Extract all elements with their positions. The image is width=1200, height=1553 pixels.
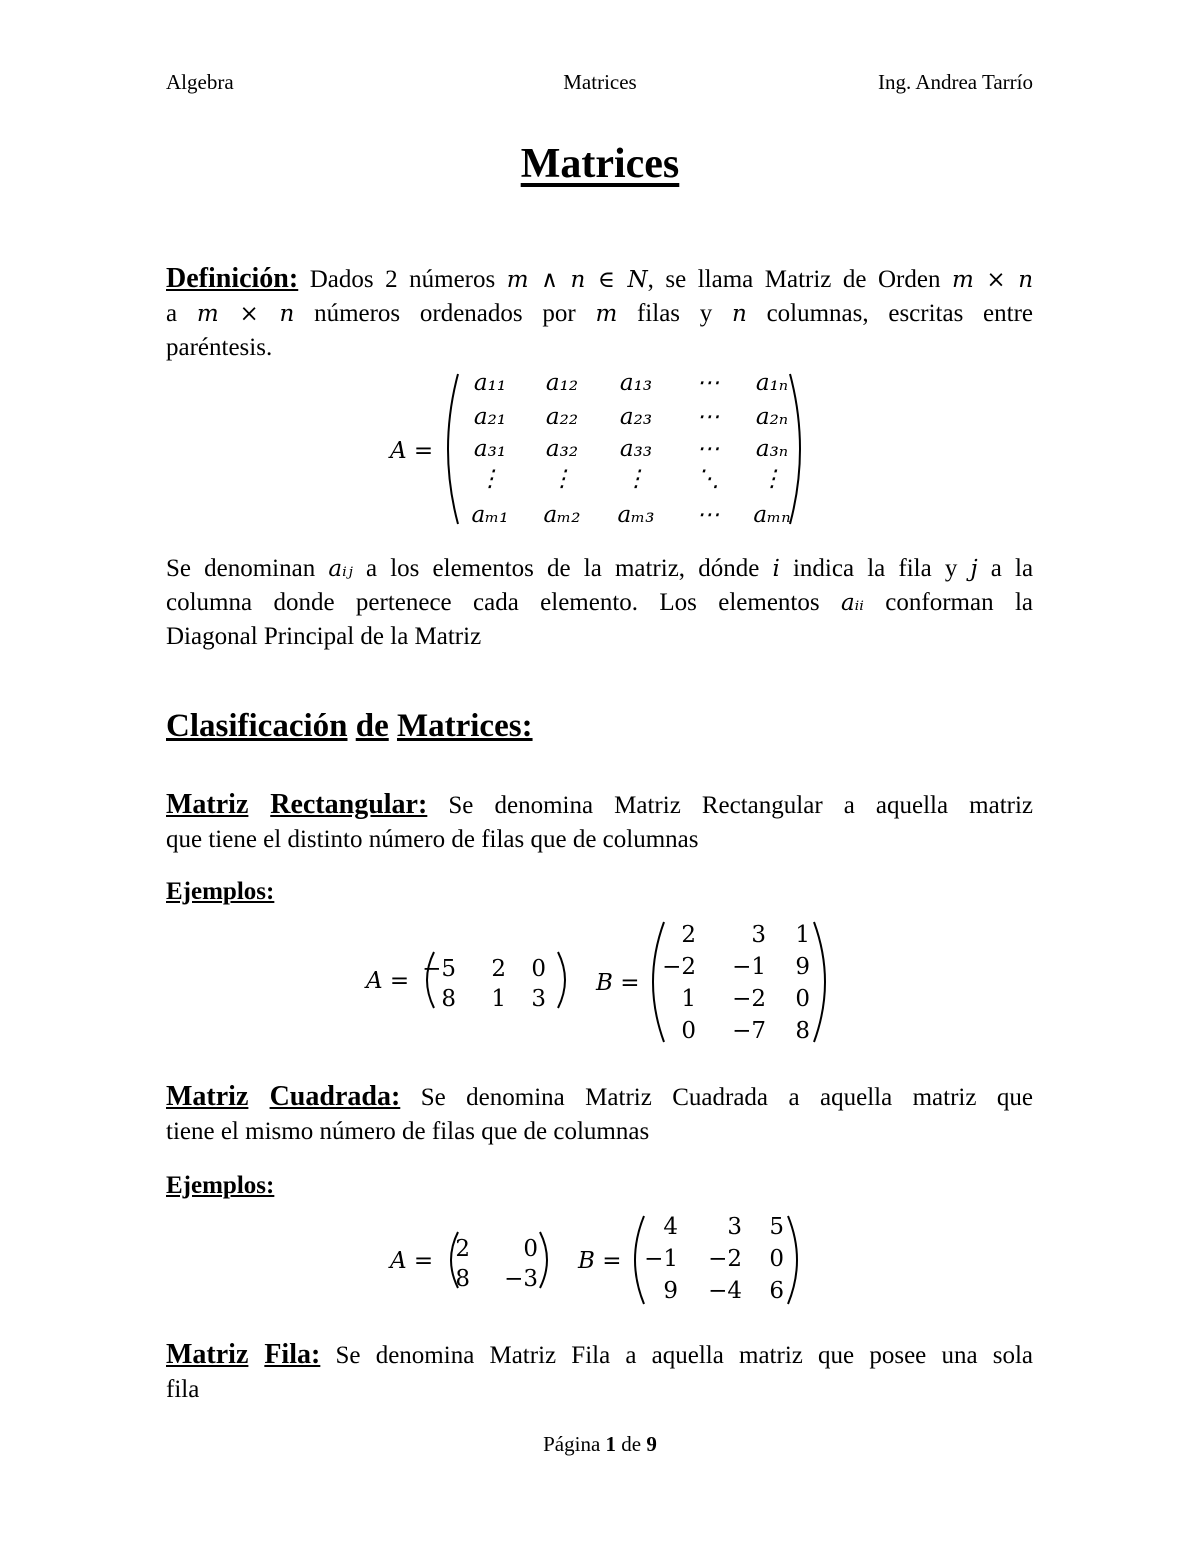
rect-a-lhs: A = (366, 968, 410, 994)
matrix-cell: 8 (795, 1018, 810, 1044)
matrix-cell: a₃ₙ (755, 436, 789, 462)
elements-text: a la (990, 555, 1034, 582)
heading-word: Clasificación (166, 708, 348, 744)
definition-text: paréntesis. (166, 334, 273, 361)
matrix-cell: −1 (732, 954, 766, 980)
rectangular-text: Se denomina Matriz Rectangular a aquella matriz (448, 792, 1034, 819)
right-paren (814, 922, 825, 1042)
page-title: Matrices (520, 141, 680, 187)
definition-text: números ordenados por (314, 300, 576, 327)
matrix-cell: aₘ₂ (543, 502, 581, 528)
matrix-cell: a₂₂ (545, 404, 579, 430)
rectangular-text: que tiene el distinto número de filas que de columnas (166, 826, 699, 853)
elements-text: Se denominan (166, 555, 316, 582)
left-paren (635, 1216, 644, 1304)
math-inline: m ∧ n ∈ N (506, 267, 648, 293)
matrix-cell: 8 (441, 986, 456, 1012)
math-inline: m × n (951, 267, 1034, 293)
square-matrix-a (390, 1228, 560, 1297)
matrix-cell: −7 (732, 1018, 766, 1044)
matrix-cell: 0 (769, 1246, 784, 1272)
matrix-cell: a₁₃ (619, 370, 653, 396)
footer-text: de (621, 1432, 642, 1456)
matrix-cell: −2 (732, 986, 766, 1012)
definition-text: , se llama Matriz de Orden (647, 266, 941, 293)
row-matrix-paragraph (166, 1338, 1033, 1407)
rect-matrix-a-svg (366, 948, 576, 1012)
heading-word: de (355, 708, 389, 744)
matrix-cell: −4 (708, 1278, 742, 1304)
label-word: Fila: (264, 1339, 321, 1370)
definition-label: Definición: (166, 263, 299, 294)
row-matrix-text: fila (166, 1376, 200, 1403)
matrix-cell: a₃₂ (545, 436, 579, 462)
matrix-cell: ⋯ (696, 404, 720, 430)
math-inline: aᵢᵢ (840, 590, 864, 616)
matrix-cell: 2 (681, 922, 696, 948)
matrix-cell: aₘ₁ (471, 502, 509, 528)
label-word: Cuadrada: (269, 1081, 401, 1112)
math-inline: m × n (196, 301, 295, 327)
matrix-cell: 5 (769, 1214, 784, 1240)
rectangular-paragraph (166, 788, 1033, 857)
matrix-cell: a₂ₙ (755, 404, 789, 430)
matrix-cell: 1 (795, 922, 810, 948)
math-inline: m (595, 301, 618, 327)
elements-text: Diagonal Principal de la Matriz (166, 623, 482, 650)
matrix-cell: −5 (422, 956, 456, 982)
general-matrix-lhs: A = (390, 438, 434, 464)
rect-b-lhs: B = (596, 970, 640, 996)
matrix-cell: a₁ₙ (755, 370, 789, 396)
label-word: Matriz (166, 789, 249, 820)
sq-b-lhs: B = (578, 1248, 622, 1274)
matrix-cell: 0 (795, 986, 810, 1012)
header-right: Ing. Andrea Tarrío (877, 70, 1033, 94)
matrix-cell: 3 (727, 1214, 742, 1240)
row-matrix-label (166, 1339, 320, 1370)
general-matrix-cells (471, 370, 790, 528)
general-matrix (390, 368, 810, 535)
matrix-cell: 0 (531, 956, 546, 982)
math-inline: i (772, 556, 780, 582)
matrix-cell: 2 (491, 956, 506, 982)
right-paren (558, 952, 565, 1008)
definition-paragraph (166, 262, 1033, 365)
left-paren (448, 374, 458, 524)
matrix-cell: a₃₃ (619, 436, 653, 462)
matrix-cell: a₁₁ (473, 370, 507, 396)
matrix-cell: 9 (663, 1278, 678, 1304)
definition-text: Dados 2 números (309, 266, 496, 293)
matrix-cell: ⋮ (478, 466, 502, 492)
square-text: Se denomina Matriz Cuadrada a aquella matriz que (420, 1084, 1033, 1111)
row-matrix-text: Se denomina Matriz Fila a aquella matriz que posee una sola (335, 1342, 1033, 1369)
matrix-cell: ⋮ (550, 466, 574, 492)
footer-page-number: 1 (605, 1432, 617, 1456)
matrix-cell: ⋮ (760, 466, 784, 492)
label-word: Matriz (166, 1081, 249, 1112)
square-matrix-b-svg (578, 1212, 818, 1308)
definition-text: a (166, 300, 178, 327)
rect-matrix-b-svg (596, 918, 836, 1048)
matrix-cell: −2 (708, 1246, 742, 1272)
rect-matrix-b (596, 918, 836, 1053)
right-paren (540, 1232, 547, 1288)
matrix-cell: 3 (531, 986, 546, 1012)
square-matrix-a-svg (390, 1228, 560, 1292)
matrix-cell: aₘ₃ (617, 502, 655, 528)
matrix-cell: −1 (644, 1246, 678, 1272)
elements-text: columna donde pertenece cada elemento. Los elementos (166, 589, 820, 616)
elements-text: a los elementos de la matriz, dónde (365, 555, 760, 582)
rect-a-cells (422, 956, 546, 1012)
matrix-cell: ⋯ (696, 436, 720, 462)
matrix-cell: −2 (662, 954, 696, 980)
matrix-cell: 6 (769, 1278, 784, 1304)
matrix-cell: 3 (751, 922, 766, 948)
math-inline: n (732, 301, 747, 327)
matrix-cell: a₃₁ (473, 436, 507, 462)
matrix-cell: 8 (455, 1266, 470, 1292)
square-b-cells (644, 1214, 784, 1304)
matrix-cell: a₁₂ (545, 370, 579, 396)
label-word: Rectangular: (270, 789, 428, 820)
matrix-cell: ⋮ (624, 466, 648, 492)
elements-paragraph (166, 552, 1033, 654)
heading-word: Matrices: (396, 708, 533, 744)
square-label (166, 1081, 400, 1112)
header-center: Matrices (563, 70, 637, 94)
matrix-cell: 2 (455, 1236, 470, 1262)
matrix-cell: 9 (795, 954, 810, 980)
rectangular-examples-label: Ejemplos: (166, 878, 275, 905)
matrix-cell: ⋱ (696, 466, 720, 492)
elements-text: conforman la (885, 589, 1033, 616)
math-inline: j (970, 556, 978, 582)
matrix-cell: 0 (523, 1236, 538, 1262)
right-paren (788, 1216, 797, 1304)
square-paragraph (166, 1080, 1033, 1149)
rectangular-label (166, 789, 427, 820)
square-a-cells (455, 1236, 538, 1292)
label-word: Matriz (166, 1339, 249, 1370)
rect-matrix-a (366, 948, 576, 1017)
math-inline: aᵢⱼ (328, 556, 353, 582)
matrix-cell: ⋯ (696, 502, 720, 528)
square-text: tiene el mismo número de filas que de columnas (166, 1118, 650, 1145)
header-left: Algebra (166, 70, 234, 94)
matrix-cell: 0 (681, 1018, 696, 1044)
rect-b-cells (662, 922, 810, 1044)
elements-text: indica la fila y (792, 555, 958, 582)
square-matrix-b (578, 1212, 818, 1313)
definition-text: columnas, escritas entre (766, 300, 1034, 327)
matrix-cell: 4 (663, 1214, 678, 1240)
footer-text: Página (543, 1432, 601, 1456)
left-paren (653, 922, 664, 1042)
square-examples-label: Ejemplos: (166, 1172, 275, 1199)
matrix-cell: ⋯ (696, 370, 720, 396)
sq-a-lhs: A = (390, 1248, 434, 1274)
page-footer (0, 1432, 1200, 1457)
right-paren (790, 374, 800, 524)
matrix-cell: a₂₁ (473, 404, 507, 430)
matrix-cell: 1 (681, 986, 696, 1012)
definition-text: filas y (636, 300, 713, 327)
footer-page-total: 9 (646, 1432, 657, 1456)
matrix-cell: 1 (491, 986, 506, 1012)
matrix-cell: −3 (504, 1266, 538, 1292)
matrix-cell: a₂₃ (619, 404, 653, 430)
general-matrix-svg (390, 368, 810, 530)
classification-heading (166, 708, 533, 745)
matrix-cell: aₘₙ (753, 502, 791, 528)
